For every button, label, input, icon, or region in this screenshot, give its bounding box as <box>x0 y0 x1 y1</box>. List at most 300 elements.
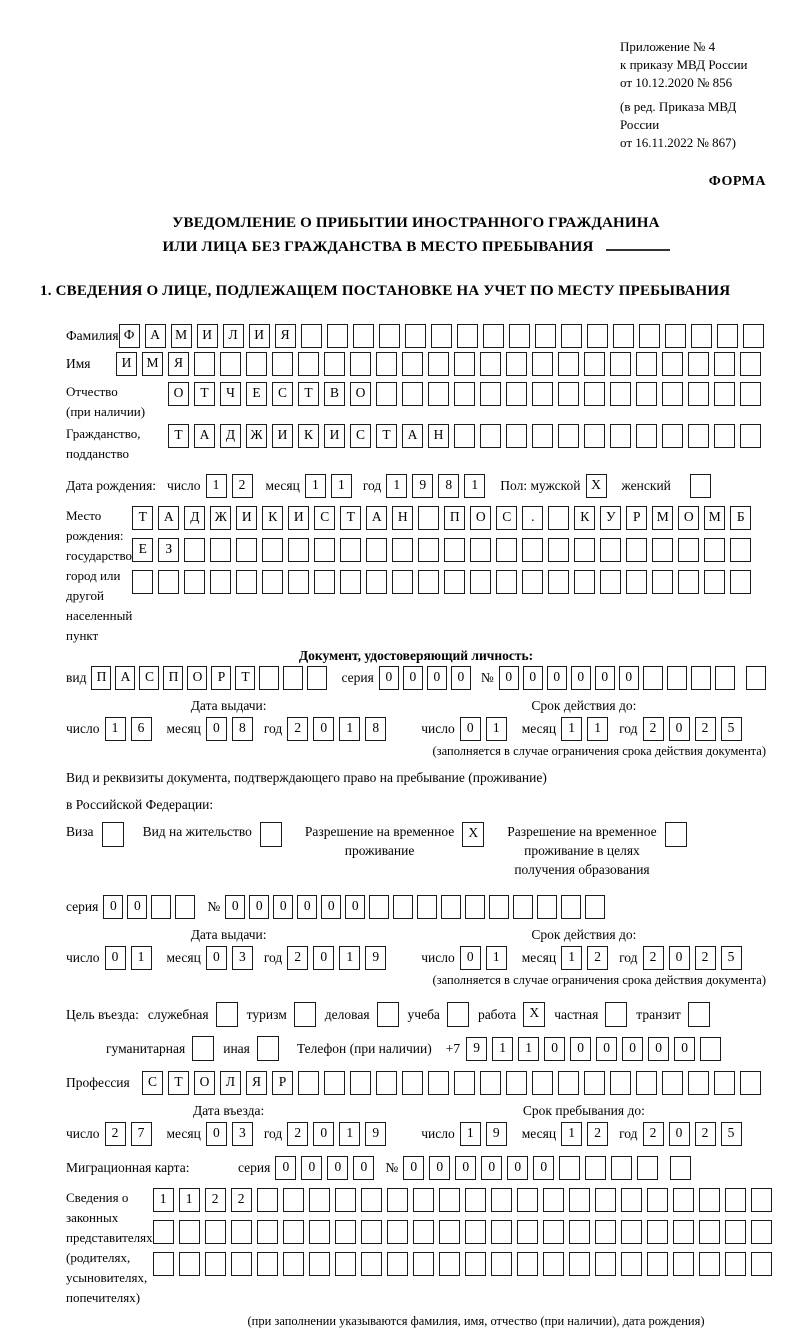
form-cell[interactable]: 0 <box>622 1037 643 1061</box>
form-cell[interactable]: О <box>187 666 207 690</box>
form-cell[interactable] <box>751 1220 772 1244</box>
form-cell[interactable] <box>483 324 504 348</box>
form-cell[interactable]: 7 <box>131 1122 152 1146</box>
form-cell[interactable]: 5 <box>721 1122 742 1146</box>
form-cell[interactable] <box>376 1071 397 1095</box>
form-cell[interactable]: А <box>402 424 423 448</box>
form-cell[interactable] <box>491 1188 512 1212</box>
form-cell[interactable] <box>246 352 267 376</box>
purpose-work-checkbox[interactable]: X <box>523 1002 545 1027</box>
form-cell[interactable] <box>361 1220 382 1244</box>
form-cell[interactable]: О <box>678 506 699 530</box>
form-cell[interactable]: 2 <box>287 946 308 970</box>
form-cell[interactable]: 0 <box>547 666 567 690</box>
form-cell[interactable]: 0 <box>103 895 123 919</box>
form-cell[interactable] <box>441 895 461 919</box>
form-cell[interactable] <box>350 1071 371 1095</box>
form-cell[interactable]: 0 <box>648 1037 669 1061</box>
form-cell[interactable]: Р <box>211 666 231 690</box>
form-cell[interactable]: С <box>272 382 293 406</box>
form-cell[interactable]: М <box>652 506 673 530</box>
form-cell[interactable] <box>595 1252 616 1276</box>
form-cell[interactable]: С <box>350 424 371 448</box>
form-cell[interactable]: 5 <box>721 717 742 741</box>
form-cell[interactable] <box>670 1156 691 1180</box>
form-cell[interactable] <box>465 1220 486 1244</box>
form-cell[interactable]: 0 <box>507 1156 528 1180</box>
form-cell[interactable] <box>402 1071 423 1095</box>
form-cell[interactable] <box>574 570 595 594</box>
form-cell[interactable] <box>513 895 533 919</box>
form-cell[interactable] <box>559 1156 580 1180</box>
form-cell[interactable] <box>688 382 709 406</box>
form-cell[interactable] <box>636 424 657 448</box>
form-cell[interactable] <box>636 1071 657 1095</box>
form-cell[interactable]: 0 <box>619 666 639 690</box>
form-cell[interactable] <box>379 324 400 348</box>
form-cell[interactable] <box>151 895 171 919</box>
form-cell[interactable] <box>283 1188 304 1212</box>
form-cell[interactable] <box>665 324 686 348</box>
form-cell[interactable]: О <box>470 506 491 530</box>
form-cell[interactable]: А <box>115 666 135 690</box>
form-cell[interactable] <box>393 895 413 919</box>
form-cell[interactable]: Ч <box>220 382 241 406</box>
form-cell[interactable] <box>361 1252 382 1276</box>
form-cell[interactable] <box>532 1071 553 1095</box>
form-cell[interactable]: Я <box>168 352 189 376</box>
form-cell[interactable] <box>428 352 449 376</box>
form-cell[interactable]: Е <box>246 382 267 406</box>
form-cell[interactable] <box>298 352 319 376</box>
form-cell[interactable]: 0 <box>321 895 341 919</box>
form-cell[interactable] <box>470 570 491 594</box>
form-cell[interactable]: И <box>197 324 218 348</box>
form-cell[interactable]: 1 <box>561 946 582 970</box>
form-cell[interactable] <box>532 352 553 376</box>
form-cell[interactable] <box>584 424 605 448</box>
form-cell[interactable] <box>194 352 215 376</box>
form-cell[interactable] <box>262 538 283 562</box>
form-cell[interactable]: 1 <box>561 1122 582 1146</box>
form-cell[interactable] <box>444 538 465 562</box>
form-cell[interactable]: 2 <box>643 717 664 741</box>
form-cell[interactable]: 1 <box>105 717 126 741</box>
form-cell[interactable] <box>569 1252 590 1276</box>
form-cell[interactable]: 0 <box>481 1156 502 1180</box>
form-cell[interactable]: И <box>249 324 270 348</box>
form-cell[interactable] <box>714 424 735 448</box>
form-cell[interactable] <box>740 382 761 406</box>
form-cell[interactable] <box>517 1220 538 1244</box>
form-cell[interactable]: 1 <box>587 717 608 741</box>
form-cell[interactable] <box>714 382 735 406</box>
form-cell[interactable] <box>595 1220 616 1244</box>
form-cell[interactable] <box>335 1252 356 1276</box>
temp-residence-education-checkbox[interactable] <box>665 822 687 847</box>
form-cell[interactable] <box>730 538 751 562</box>
form-cell[interactable] <box>678 538 699 562</box>
form-cell[interactable] <box>626 538 647 562</box>
form-cell[interactable] <box>314 538 335 562</box>
form-cell[interactable]: Т <box>168 1071 189 1095</box>
purpose-business-checkbox[interactable] <box>377 1002 399 1027</box>
form-cell[interactable]: О <box>350 382 371 406</box>
form-cell[interactable]: З <box>158 538 179 562</box>
form-cell[interactable] <box>301 324 322 348</box>
form-cell[interactable] <box>548 538 569 562</box>
form-cell[interactable] <box>353 324 374 348</box>
form-cell[interactable] <box>700 1037 721 1061</box>
form-cell[interactable] <box>470 538 491 562</box>
form-cell[interactable]: 0 <box>451 666 471 690</box>
form-cell[interactable] <box>691 666 711 690</box>
form-cell[interactable]: Б <box>730 506 751 530</box>
form-cell[interactable] <box>584 352 605 376</box>
form-cell[interactable]: 0 <box>206 946 227 970</box>
form-cell[interactable] <box>643 666 663 690</box>
form-cell[interactable] <box>725 1220 746 1244</box>
form-cell[interactable] <box>662 424 683 448</box>
form-cell[interactable]: 0 <box>429 1156 450 1180</box>
form-cell[interactable] <box>457 324 478 348</box>
form-cell[interactable] <box>610 352 631 376</box>
form-cell[interactable] <box>673 1188 694 1212</box>
form-cell[interactable] <box>283 1252 304 1276</box>
form-cell[interactable]: А <box>366 506 387 530</box>
form-cell[interactable] <box>489 895 509 919</box>
form-cell[interactable]: И <box>116 352 137 376</box>
form-cell[interactable] <box>210 538 231 562</box>
form-cell[interactable]: 0 <box>499 666 519 690</box>
form-cell[interactable] <box>506 1071 527 1095</box>
form-cell[interactable] <box>369 895 389 919</box>
form-cell[interactable]: Т <box>132 506 153 530</box>
form-cell[interactable]: 1 <box>386 474 407 498</box>
form-cell[interactable] <box>272 352 293 376</box>
form-cell[interactable] <box>257 1220 278 1244</box>
form-cell[interactable]: 1 <box>518 1037 539 1061</box>
form-cell[interactable] <box>584 382 605 406</box>
form-cell[interactable] <box>480 1071 501 1095</box>
form-cell[interactable]: Т <box>340 506 361 530</box>
form-cell[interactable]: 5 <box>721 946 742 970</box>
purpose-humanitarian-checkbox[interactable] <box>192 1036 214 1061</box>
form-cell[interactable]: 1 <box>339 1122 360 1146</box>
form-cell[interactable] <box>480 382 501 406</box>
form-cell[interactable] <box>548 570 569 594</box>
form-cell[interactable] <box>725 1252 746 1276</box>
form-cell[interactable]: 0 <box>105 946 126 970</box>
form-cell[interactable] <box>652 570 673 594</box>
form-cell[interactable]: Ф <box>119 324 140 348</box>
form-cell[interactable]: А <box>194 424 215 448</box>
form-cell[interactable]: А <box>145 324 166 348</box>
form-cell[interactable]: К <box>262 506 283 530</box>
form-cell[interactable] <box>678 570 699 594</box>
form-cell[interactable] <box>704 570 725 594</box>
form-cell[interactable] <box>535 324 556 348</box>
form-cell[interactable]: П <box>163 666 183 690</box>
form-cell[interactable] <box>717 324 738 348</box>
form-cell[interactable] <box>153 1252 174 1276</box>
form-cell[interactable] <box>714 1071 735 1095</box>
form-cell[interactable]: 2 <box>695 1122 716 1146</box>
form-cell[interactable] <box>402 382 423 406</box>
form-cell[interactable]: К <box>574 506 595 530</box>
form-cell[interactable] <box>558 424 579 448</box>
form-cell[interactable] <box>751 1188 772 1212</box>
form-cell[interactable]: 9 <box>486 1122 507 1146</box>
form-cell[interactable] <box>610 1071 631 1095</box>
form-cell[interactable] <box>405 324 426 348</box>
form-cell[interactable] <box>662 382 683 406</box>
form-cell[interactable]: В <box>324 382 345 406</box>
form-cell[interactable] <box>491 1220 512 1244</box>
form-cell[interactable] <box>413 1252 434 1276</box>
form-cell[interactable] <box>417 895 437 919</box>
form-cell[interactable]: Н <box>392 506 413 530</box>
form-cell[interactable] <box>704 538 725 562</box>
form-cell[interactable]: 8 <box>365 717 386 741</box>
form-cell[interactable]: А <box>158 506 179 530</box>
form-cell[interactable]: 0 <box>533 1156 554 1180</box>
form-cell[interactable] <box>517 1252 538 1276</box>
form-cell[interactable]: 0 <box>127 895 147 919</box>
form-cell[interactable]: 0 <box>313 1122 334 1146</box>
form-cell[interactable]: О <box>194 1071 215 1095</box>
form-cell[interactable]: 0 <box>301 1156 322 1180</box>
form-cell[interactable] <box>558 1071 579 1095</box>
form-cell[interactable] <box>600 570 621 594</box>
form-cell[interactable] <box>522 538 543 562</box>
form-cell[interactable]: 0 <box>523 666 543 690</box>
form-cell[interactable]: 0 <box>249 895 269 919</box>
form-cell[interactable] <box>714 352 735 376</box>
form-cell[interactable]: 1 <box>206 474 227 498</box>
form-cell[interactable]: Д <box>220 424 241 448</box>
form-cell[interactable]: 0 <box>544 1037 565 1061</box>
form-cell[interactable] <box>688 1071 709 1095</box>
form-cell[interactable]: 1 <box>464 474 485 498</box>
form-cell[interactable]: 0 <box>570 1037 591 1061</box>
form-cell[interactable] <box>647 1252 668 1276</box>
purpose-other-checkbox[interactable] <box>257 1036 279 1061</box>
form-cell[interactable]: 0 <box>353 1156 374 1180</box>
form-cell[interactable] <box>585 1156 606 1180</box>
form-cell[interactable] <box>506 382 527 406</box>
form-cell[interactable]: 0 <box>674 1037 695 1061</box>
form-cell[interactable] <box>621 1188 642 1212</box>
form-cell[interactable] <box>740 424 761 448</box>
form-cell[interactable]: Т <box>168 424 189 448</box>
form-cell[interactable] <box>179 1220 200 1244</box>
form-cell[interactable] <box>688 424 709 448</box>
form-cell[interactable] <box>205 1220 226 1244</box>
form-cell[interactable] <box>595 1188 616 1212</box>
form-cell[interactable] <box>257 1188 278 1212</box>
form-cell[interactable]: 3 <box>232 1122 253 1146</box>
form-cell[interactable] <box>454 1071 475 1095</box>
form-cell[interactable] <box>673 1252 694 1276</box>
form-cell[interactable] <box>257 1252 278 1276</box>
form-cell[interactable]: 0 <box>595 666 615 690</box>
form-cell[interactable] <box>210 570 231 594</box>
form-cell[interactable] <box>324 1071 345 1095</box>
form-cell[interactable] <box>184 570 205 594</box>
form-cell[interactable]: С <box>139 666 159 690</box>
form-cell[interactable]: 0 <box>403 1156 424 1180</box>
form-cell[interactable]: Н <box>428 424 449 448</box>
form-cell[interactable] <box>558 382 579 406</box>
form-cell[interactable] <box>298 1071 319 1095</box>
form-cell[interactable] <box>366 538 387 562</box>
form-cell[interactable]: 1 <box>339 946 360 970</box>
form-cell[interactable]: 0 <box>225 895 245 919</box>
form-cell[interactable] <box>158 570 179 594</box>
purpose-official-checkbox[interactable] <box>216 1002 238 1027</box>
form-cell[interactable]: 1 <box>305 474 326 498</box>
form-cell[interactable] <box>725 1188 746 1212</box>
form-cell[interactable] <box>548 506 569 530</box>
form-cell[interactable]: 0 <box>427 666 447 690</box>
form-cell[interactable] <box>652 538 673 562</box>
form-cell[interactable]: 0 <box>327 1156 348 1180</box>
form-cell[interactable] <box>309 1188 330 1212</box>
form-cell[interactable]: 8 <box>438 474 459 498</box>
form-cell[interactable]: 1 <box>492 1037 513 1061</box>
form-cell[interactable]: 1 <box>460 1122 481 1146</box>
form-cell[interactable]: Р <box>626 506 647 530</box>
form-cell[interactable] <box>283 666 303 690</box>
form-cell[interactable]: 2 <box>587 1122 608 1146</box>
form-cell[interactable] <box>236 538 257 562</box>
form-cell[interactable]: 1 <box>153 1188 174 1212</box>
form-cell[interactable]: М <box>704 506 725 530</box>
form-cell[interactable]: 0 <box>669 717 690 741</box>
visa-checkbox[interactable] <box>102 822 124 847</box>
form-cell[interactable]: 9 <box>466 1037 487 1061</box>
form-cell[interactable] <box>600 538 621 562</box>
form-cell[interactable] <box>392 570 413 594</box>
form-cell[interactable] <box>543 1220 564 1244</box>
form-cell[interactable] <box>309 1220 330 1244</box>
form-cell[interactable] <box>730 570 751 594</box>
form-cell[interactable] <box>673 1220 694 1244</box>
form-cell[interactable]: 2 <box>205 1188 226 1212</box>
form-cell[interactable] <box>517 1188 538 1212</box>
form-cell[interactable] <box>153 1220 174 1244</box>
form-cell[interactable] <box>402 352 423 376</box>
form-cell[interactable]: Р <box>272 1071 293 1095</box>
form-cell[interactable] <box>314 570 335 594</box>
form-cell[interactable]: С <box>314 506 335 530</box>
form-cell[interactable] <box>636 382 657 406</box>
form-cell[interactable] <box>715 666 735 690</box>
form-cell[interactable]: 2 <box>232 474 253 498</box>
form-cell[interactable]: С <box>142 1071 163 1095</box>
form-cell[interactable] <box>327 324 348 348</box>
form-cell[interactable] <box>350 352 371 376</box>
form-cell[interactable]: 1 <box>331 474 352 498</box>
form-cell[interactable] <box>699 1252 720 1276</box>
form-cell[interactable] <box>610 382 631 406</box>
form-cell[interactable] <box>465 1188 486 1212</box>
form-cell[interactable]: 9 <box>365 1122 386 1146</box>
form-cell[interactable] <box>662 352 683 376</box>
form-cell[interactable]: 0 <box>403 666 423 690</box>
form-cell[interactable] <box>259 666 279 690</box>
form-cell[interactable]: 1 <box>131 946 152 970</box>
form-cell[interactable] <box>418 506 439 530</box>
form-cell[interactable]: 0 <box>455 1156 476 1180</box>
form-cell[interactable]: 0 <box>297 895 317 919</box>
form-cell[interactable] <box>439 1188 460 1212</box>
form-cell[interactable]: 2 <box>231 1188 252 1212</box>
form-cell[interactable]: . <box>522 506 543 530</box>
form-cell[interactable] <box>454 382 475 406</box>
form-cell[interactable] <box>537 895 557 919</box>
form-cell[interactable] <box>283 1220 304 1244</box>
form-cell[interactable] <box>431 324 452 348</box>
form-cell[interactable]: 1 <box>561 717 582 741</box>
form-cell[interactable] <box>587 324 608 348</box>
form-cell[interactable] <box>611 1156 632 1180</box>
form-cell[interactable]: И <box>272 424 293 448</box>
form-cell[interactable] <box>496 570 517 594</box>
form-cell[interactable]: И <box>236 506 257 530</box>
form-cell[interactable] <box>307 666 327 690</box>
form-cell[interactable] <box>699 1188 720 1212</box>
form-cell[interactable]: 9 <box>365 946 386 970</box>
form-cell[interactable]: Я <box>246 1071 267 1095</box>
form-cell[interactable]: 2 <box>695 717 716 741</box>
form-cell[interactable] <box>439 1220 460 1244</box>
form-cell[interactable] <box>366 570 387 594</box>
form-cell[interactable] <box>231 1220 252 1244</box>
form-cell[interactable] <box>132 570 153 594</box>
form-cell[interactable] <box>184 538 205 562</box>
form-cell[interactable] <box>569 1220 590 1244</box>
purpose-transit-checkbox[interactable] <box>688 1002 710 1027</box>
form-cell[interactable] <box>428 382 449 406</box>
form-cell[interactable]: 2 <box>287 717 308 741</box>
form-cell[interactable]: 0 <box>669 946 690 970</box>
form-cell[interactable] <box>324 352 345 376</box>
form-cell[interactable] <box>751 1252 772 1276</box>
form-cell[interactable] <box>288 538 309 562</box>
form-cell[interactable]: 2 <box>105 1122 126 1146</box>
form-cell[interactable]: Т <box>235 666 255 690</box>
form-cell[interactable]: 2 <box>695 946 716 970</box>
form-cell[interactable] <box>522 570 543 594</box>
form-cell[interactable] <box>543 1252 564 1276</box>
form-cell[interactable]: 0 <box>313 946 334 970</box>
form-cell[interactable]: 0 <box>669 1122 690 1146</box>
form-cell[interactable] <box>454 352 475 376</box>
form-cell[interactable] <box>569 1188 590 1212</box>
form-cell[interactable] <box>699 1220 720 1244</box>
form-cell[interactable]: 0 <box>460 717 481 741</box>
form-cell[interactable] <box>746 666 766 690</box>
form-cell[interactable] <box>558 352 579 376</box>
form-cell[interactable] <box>585 895 605 919</box>
form-cell[interactable]: Ж <box>210 506 231 530</box>
form-cell[interactable]: С <box>496 506 517 530</box>
form-cell[interactable] <box>428 1071 449 1095</box>
form-cell[interactable]: 2 <box>287 1122 308 1146</box>
form-cell[interactable] <box>610 424 631 448</box>
